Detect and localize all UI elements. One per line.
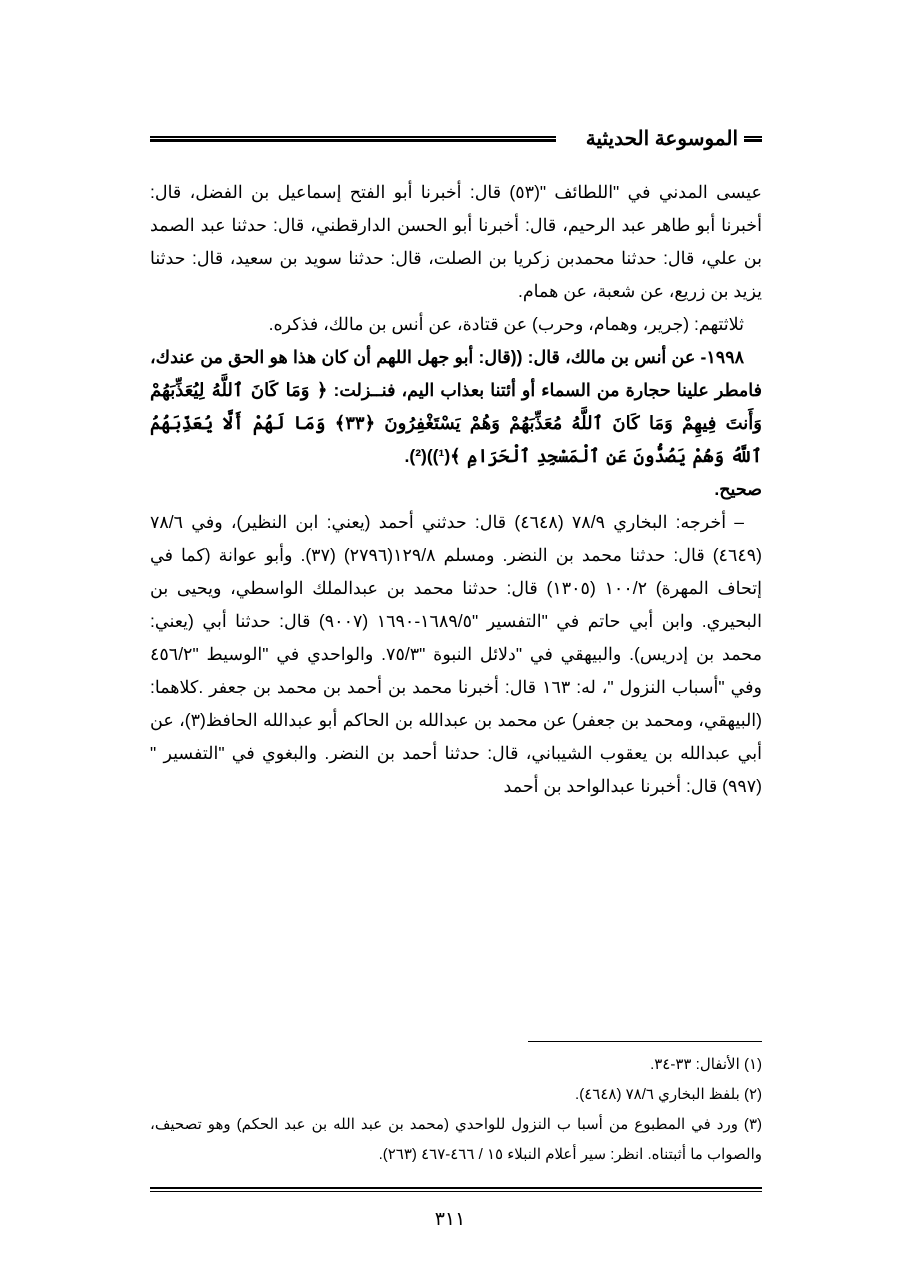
takhrij-paragraph: – أخرجه: البخاري ٧٨/٩ (٤٦٤٨) قال: حدثني أحمد (يعني: ابن النظير)، وفي ٧٨/٦ (٤٦٤٩) قال: حدثنا محمد بن النضر. ومسلم ١٢٩/٨(٢٧٩٦) (٣٧). وأبو عوانة (كما في إتحاف المهرة) ١٠٠/٢ (١٣٠٥) قال: حدثنا محمد بن عبدالملك الواسطي، ويحيى بن البحيري. وابن أبي حاتم في "التفسير "١٦٨٩/٥-١٦٩٠ (٩٠٠٧) قال: حدثنا أبي (يعني: محمد بن إدريس). والبيهقي في "دلائل النبوة "٧٥/٣. والواحدي في "الوسيط "٤٥٦/٢ وفي "أسباب النزول "، له: ١٦٣ قال: أخبرنا محمد بن أحمد بن محمد بن جعفر .كلاهما:(البيهقي، ومحمد بن جعفر) عن محمد بن عبدالله بن الحاكم أبو عبدالله الحافظ(٣)، عن أبي عبدالله بن يعقوب الشيباني، قال: حدثنا أحمد بن النضر. والبغوي في "التفسير "(٩٩٧) قال: أخبرنا عبدالواحد بن أحمد xyxy=(150,512,762,796)
header-rule-left xyxy=(150,136,556,142)
footnote-3: (٣) ورد في المطبوع من أسبا ب النزول للواحدي (محمد بن عبد الله بن عبد الحكم) وهو تصحيف، والصواب ما أثبتناه. انظر: سير أعلام النبلاء ١٥ / ٤٦٦-٤٦٧ (٢٦٣). xyxy=(150,1116,762,1163)
header-title: الموسوعة الحديثية xyxy=(580,126,744,152)
page-number: ٣١١ xyxy=(434,1209,466,1230)
hadith-text: عن أنس بن مالك، قال: ((قال: أبو جهل اللهم أن كان هذا هو الحق من عندك، فامطر علينا حجارة من السماء أو أئتنا بعذاب اليم، فنــزلت: xyxy=(150,347,762,400)
footnote-1: (١) الأنفال: ٣٣-٣٤. xyxy=(650,1056,762,1073)
hadith-grade: صحيح. xyxy=(714,479,762,499)
paragraph-summary: ثلاثتهم: (جرير، وهمام، وحرب) عن قتادة، عن أنس بن مالك، فذكره. xyxy=(268,314,744,334)
footnote-2: (٢) بلفظ البخاري ٧٨/٦ (٤٦٤٨). xyxy=(575,1086,762,1103)
hadith-number: ١٩٩٨- xyxy=(695,347,744,367)
main-text xyxy=(150,176,762,803)
paragraph-isnad: عيسى المدني في "اللطائف "(٥٣) قال: أخبرنا أبو الفتح إسماعيل بن الفضل، قال: أخبرنا أبو طاهر عبد الرحيم، قال: أخبرنا أبو الحسن الدارقطني، قال: حدثنا عبد الصمد بن علي، قال: حدثنا محمدبن زكريا بن الصلت، قال: حدثنا سويد بن سعيد، قال: حدثنا يزيد بن زريع، عن شعبة، عن همام. xyxy=(150,182,762,301)
quran-verse: ﴿ وَمَا كَانَ ٱللَّهُ لِيُعَذِّبَهُمْ وَأَنتَ فِيهِمْ وَمَا كَانَ ٱللَّهُ مُعَذِّبَهُمْ وَهُمْ يَسْتَغْفِرُونَ ﴿٣٣﴾ وَمَا لَهُمْ أَلَّا يُعَذِّبَهُمُ ٱللَّهُ وَهُمْ يَصُدُّونَ عَنِ ٱلْمَسْجِدِ ٱلْحَرَامِ ﴾ xyxy=(150,380,762,467)
running-header xyxy=(150,126,762,154)
hadith-end: (¹))(²). xyxy=(404,446,451,466)
footnote-separator xyxy=(528,1041,762,1042)
footnotes xyxy=(150,1050,762,1170)
hadith-paragraph xyxy=(150,341,762,473)
bottom-rule xyxy=(150,1187,762,1192)
